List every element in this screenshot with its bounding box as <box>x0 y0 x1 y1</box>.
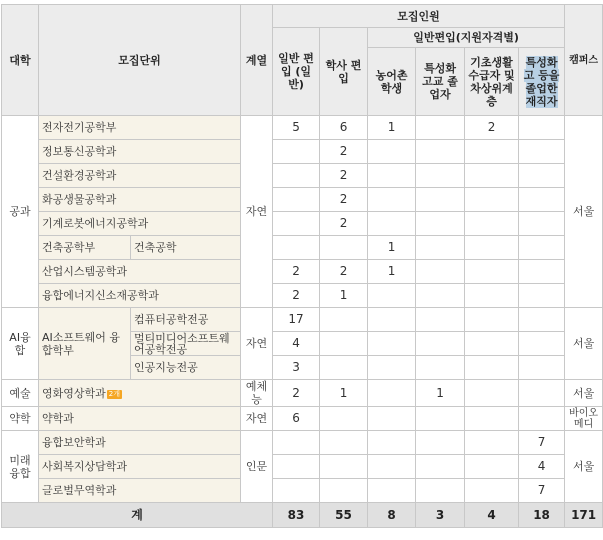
value-cell <box>519 407 565 431</box>
field-cell: 자연 <box>241 116 273 308</box>
total-value: 3 <box>416 503 465 528</box>
unit-cell: 화공생물공학과 <box>39 188 241 212</box>
value-cell <box>465 140 519 164</box>
value-cell <box>465 455 519 479</box>
value-cell <box>465 212 519 236</box>
field-cell: 인문 <box>241 431 273 503</box>
unit-cell: 융합보안학과 <box>39 431 241 455</box>
table-row <box>2 431 603 455</box>
value-cell <box>368 212 416 236</box>
value-cell <box>416 308 465 332</box>
header-col-general: 일반 편입 (일반) <box>273 28 320 116</box>
table-row <box>2 455 603 479</box>
value-cell <box>273 164 320 188</box>
header-recruit: 모집인원 <box>273 5 565 28</box>
header-field: 계열 <box>241 5 273 116</box>
unit-cell: 기계로봇에너지공학과 <box>39 212 241 236</box>
table-row <box>2 260 603 284</box>
sub-unit-cell: 건축공학 <box>131 236 241 260</box>
value-cell <box>465 356 519 380</box>
unit-cell: 건설환경공학과 <box>39 164 241 188</box>
field-cell: 자연 <box>241 407 273 431</box>
value-cell <box>519 140 565 164</box>
value-cell <box>368 332 416 356</box>
college-cell: 미래 융합 <box>2 431 39 503</box>
value-cell <box>416 332 465 356</box>
total-row <box>2 503 603 528</box>
value-cell <box>320 431 368 455</box>
header-col-rural: 농어촌 학생 <box>368 48 416 116</box>
sub-unit-cell: 멀티미디어소프트웨어공학전공 <box>131 332 241 356</box>
value-cell: 2 <box>465 116 519 140</box>
unit-cell: AI소프트웨어 융합학부 <box>39 308 131 380</box>
value-cell <box>320 236 368 260</box>
header-unit: 모집단위 <box>39 5 241 116</box>
value-cell: 17 <box>273 308 320 332</box>
value-cell <box>368 356 416 380</box>
value-cell <box>465 308 519 332</box>
value-cell <box>368 284 416 308</box>
header-campus: 캠퍼스 <box>565 5 603 116</box>
value-cell <box>519 308 565 332</box>
value-cell: 2 <box>320 212 368 236</box>
value-cell: 7 <box>519 479 565 503</box>
table-row <box>2 380 603 407</box>
table-row <box>2 308 603 332</box>
total-label: 계 <box>2 503 273 528</box>
college-cell: 예술 <box>2 380 39 407</box>
value-cell <box>465 479 519 503</box>
value-cell: 1 <box>416 380 465 407</box>
unit-cell: 영화영상학과 2개 <box>39 380 241 407</box>
value-cell <box>519 188 565 212</box>
sub-unit-cell: 인공지능전공 <box>131 356 241 380</box>
college-cell: 약학 <box>2 407 39 431</box>
value-cell <box>519 260 565 284</box>
campus-cell: 서울 <box>565 308 603 380</box>
value-cell <box>368 380 416 407</box>
value-cell <box>368 188 416 212</box>
value-cell <box>320 332 368 356</box>
value-cell <box>465 164 519 188</box>
value-cell: 2 <box>320 260 368 284</box>
header-col-vocational: 특성화 고교 졸업자 <box>416 48 465 116</box>
value-cell <box>519 380 565 407</box>
value-cell <box>368 140 416 164</box>
admission-table <box>1 4 603 528</box>
value-cell <box>416 116 465 140</box>
campus-cell: 서울 <box>565 116 603 308</box>
total-value: 4 <box>465 503 519 528</box>
value-cell <box>368 407 416 431</box>
value-cell <box>320 479 368 503</box>
value-cell <box>416 407 465 431</box>
value-cell <box>519 284 565 308</box>
value-cell: 1 <box>320 284 368 308</box>
value-cell <box>368 479 416 503</box>
value-cell <box>368 455 416 479</box>
unit-cell: 약학과 <box>39 407 241 431</box>
value-cell: 2 <box>320 188 368 212</box>
value-cell <box>519 236 565 260</box>
badge: 2개 <box>108 389 120 398</box>
table-row <box>2 212 603 236</box>
value-cell <box>416 455 465 479</box>
value-cell: 3 <box>273 356 320 380</box>
table-row <box>2 140 603 164</box>
value-cell: 6 <box>273 407 320 431</box>
value-cell <box>416 284 465 308</box>
college-cell: 공과 <box>2 116 39 308</box>
college-cell: AI융합 <box>2 308 39 380</box>
total-campus: 171 <box>565 503 603 528</box>
value-cell <box>368 164 416 188</box>
value-cell: 1 <box>368 260 416 284</box>
value-cell: 2 <box>273 380 320 407</box>
value-cell <box>465 431 519 455</box>
unit-cell: 글로벌무역학과 <box>39 479 241 503</box>
value-cell <box>465 236 519 260</box>
value-cell: 5 <box>273 116 320 140</box>
value-cell <box>320 407 368 431</box>
sub-unit-cell: 컴퓨터공학전공 <box>131 308 241 332</box>
value-cell <box>320 308 368 332</box>
total-value: 18 <box>519 503 565 528</box>
value-cell: 4 <box>519 455 565 479</box>
value-cell <box>465 332 519 356</box>
value-cell <box>273 479 320 503</box>
total-value: 8 <box>368 503 416 528</box>
value-cell: 1 <box>368 236 416 260</box>
value-cell <box>519 164 565 188</box>
table-row <box>2 479 603 503</box>
value-cell <box>416 188 465 212</box>
header-col-basic-living: 기초생활 수급자 및 차상위계층 <box>465 48 519 116</box>
value-cell <box>273 431 320 455</box>
value-cell: 2 <box>273 260 320 284</box>
value-cell <box>273 140 320 164</box>
value-cell: 1 <box>368 116 416 140</box>
value-cell <box>273 188 320 212</box>
header-col-bachelor: 학사 편입 <box>320 28 368 116</box>
value-cell <box>465 260 519 284</box>
value-cell <box>416 212 465 236</box>
table-row <box>2 164 603 188</box>
value-cell <box>465 188 519 212</box>
table-row <box>2 188 603 212</box>
value-cell <box>465 380 519 407</box>
value-cell <box>273 455 320 479</box>
unit-cell: 사회복지상담학과 <box>39 455 241 479</box>
value-cell <box>416 140 465 164</box>
value-cell <box>519 332 565 356</box>
value-cell: 2 <box>320 164 368 188</box>
value-cell <box>273 236 320 260</box>
table-row <box>2 236 603 260</box>
header-college: 대학 <box>2 5 39 116</box>
value-cell <box>519 356 565 380</box>
value-cell <box>320 356 368 380</box>
unit-cell: 건축공학부 <box>39 236 131 260</box>
value-cell <box>465 284 519 308</box>
table-row <box>2 116 603 140</box>
value-cell: 7 <box>519 431 565 455</box>
value-cell <box>320 455 368 479</box>
value-cell <box>465 407 519 431</box>
table-row <box>2 407 603 431</box>
value-cell <box>273 212 320 236</box>
value-cell <box>519 116 565 140</box>
value-cell <box>416 260 465 284</box>
value-cell <box>416 356 465 380</box>
table-row <box>2 284 603 308</box>
header-col-employed: 특성화고 등을 졸업한 재직자 <box>519 48 565 116</box>
total-value: 55 <box>320 503 368 528</box>
value-cell <box>416 236 465 260</box>
value-cell: 2 <box>273 284 320 308</box>
campus-cell: 바이오 메디 <box>565 407 603 431</box>
unit-cell: 전자전기공학부 <box>39 116 241 140</box>
value-cell: 6 <box>320 116 368 140</box>
header-general-transfer-group: 일반편입(지원자격별) <box>368 28 565 48</box>
campus-cell: 서울 <box>565 431 603 503</box>
unit-cell: 정보통신공학과 <box>39 140 241 164</box>
total-value: 83 <box>273 503 320 528</box>
value-cell: 2 <box>320 140 368 164</box>
value-cell <box>416 431 465 455</box>
value-cell: 4 <box>273 332 320 356</box>
value-cell <box>519 212 565 236</box>
unit-cell: 산업시스템공학과 <box>39 260 241 284</box>
value-cell <box>416 164 465 188</box>
field-cell: 자연 <box>241 308 273 380</box>
unit-cell: 융합에너지신소재공학과 <box>39 284 241 308</box>
value-cell: 1 <box>320 380 368 407</box>
campus-cell: 서울 <box>565 380 603 407</box>
value-cell <box>416 479 465 503</box>
value-cell <box>368 308 416 332</box>
field-cell: 예체능 <box>241 380 273 407</box>
value-cell <box>368 431 416 455</box>
